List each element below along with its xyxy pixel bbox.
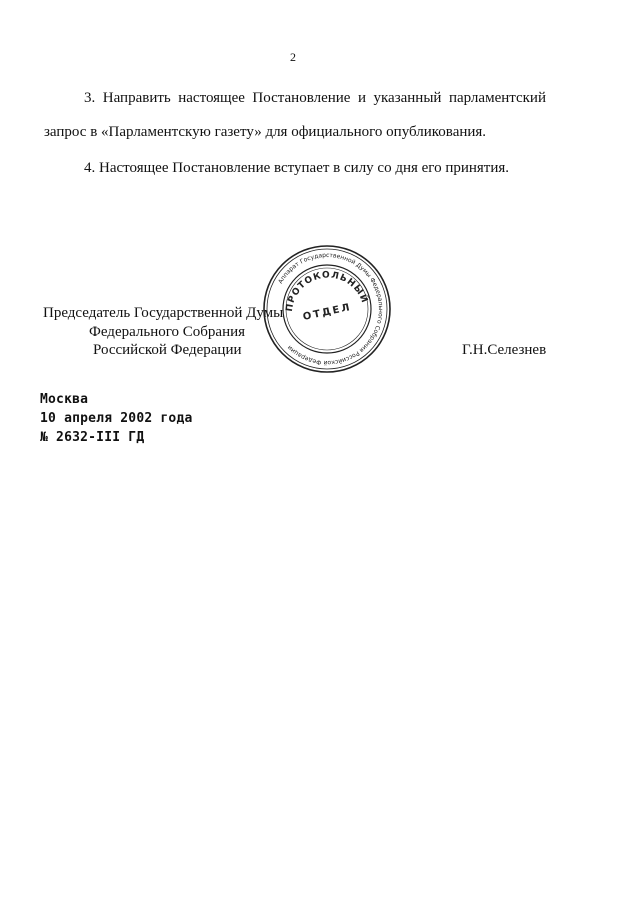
document-number: № 2632-III ГД	[40, 430, 145, 445]
signatory-name: Г.Н.Селезнев	[462, 342, 547, 358]
seal-inner-text: ПРОТОКОЛЬНЫЙ	[284, 270, 370, 313]
paragraph-3-line-1: 3. Направить настоящее Постановление и указанный парламентский	[84, 90, 546, 106]
signatory-title-line-1: Председатель Государственной Думы	[43, 305, 284, 321]
page-number: 2	[290, 50, 296, 64]
paragraph-4: 4. Настоящее Постановление вступает в силу со дня его принятия.	[84, 160, 510, 176]
signatory-title-line-3: Российской Федерации	[93, 342, 242, 358]
document-date: 10 апреля 2002 года	[40, 411, 193, 426]
official-seal-stamp	[262, 244, 392, 374]
document-city: Москва	[40, 392, 89, 407]
signatory-title-line-2: Федерального Собрания	[89, 324, 246, 340]
seal-center-text: ОТДЕЛ	[302, 301, 353, 323]
seal-outer-text: Аппарат Государственной Думы Федерального Собрания Российской Федерации	[277, 251, 385, 367]
paragraph-3-line-2: запрос в «Парламентскую газету» для официального опубликования.	[44, 124, 487, 140]
